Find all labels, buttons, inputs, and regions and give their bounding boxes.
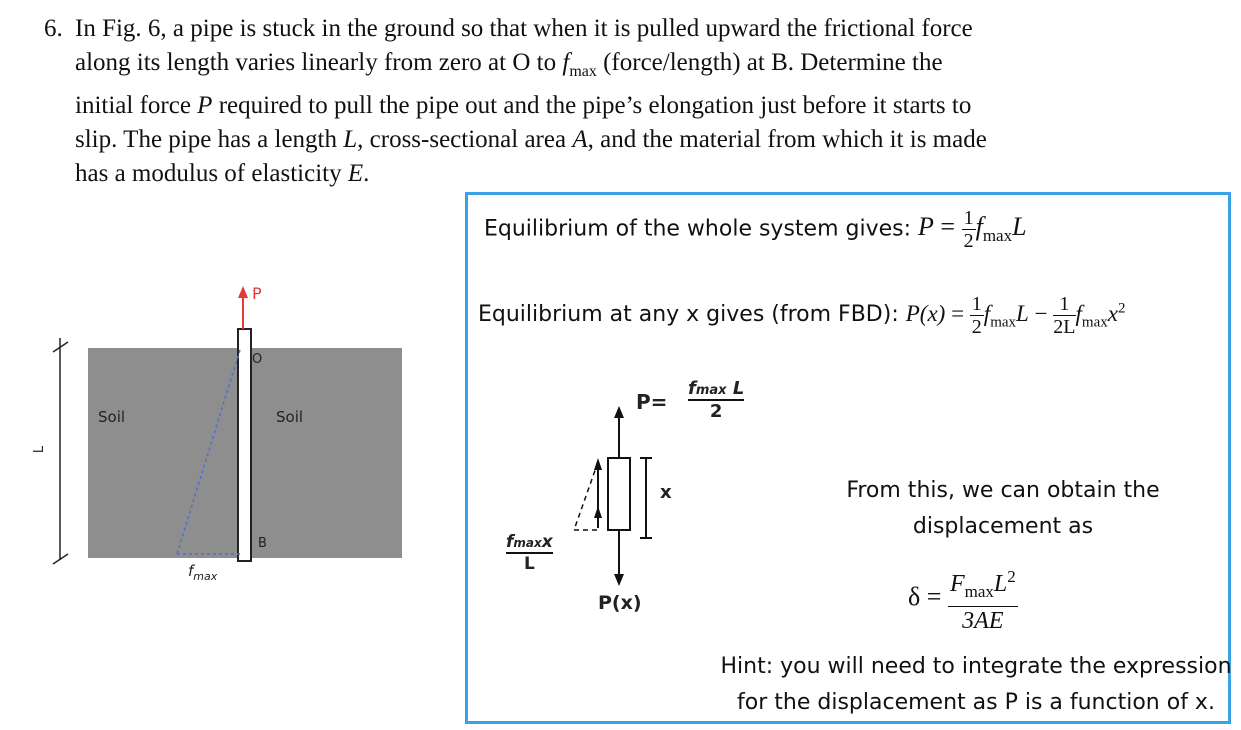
equation-any-x: Equilibrium at any x gives (from FBD): P(x) = $\frac{1}{2}$ $f_{max}L$ − $\frac{1}{2L}$ $f_{max}x^2$: [478, 293, 1126, 338]
label-L: L: [32, 445, 48, 454]
problem-line-2: along its length varies linearly from zero at O to $f_{max}$ (force/length) at B. Determine the: [75, 49, 943, 80]
free-body-diagram: [498, 370, 798, 630]
label-soil-right: Soil: [276, 408, 304, 426]
problem-statement: [44, 12, 1124, 191]
label-fmax: $f_{max}$: [188, 562, 218, 583]
hint-text: Hint: you will need to integrate the expression for the displacement as P is a function of x.: [720, 654, 1232, 715]
fbd-P-label: P=: [636, 390, 668, 414]
equation-whole-system: Equilibrium of the whole system gives: P = $\frac{1}{2}$ $f_{max}L$: [484, 207, 1027, 252]
label-soil-left: Soil: [98, 408, 126, 426]
problem-line-1: 6. In Fig. 6, a pipe is stuck in the ground so that when it is pulled upward the frictional force: [44, 12, 1124, 46]
fbd-x-label: x: [660, 482, 672, 503]
fbd-left-fraction: fmaxx L: [506, 532, 553, 574]
problem-number: 6.: [44, 15, 63, 42]
problem-line-5: has a modulus of elasticity E.: [75, 160, 370, 187]
solution-box: [465, 192, 1231, 724]
displacement-intro: From this, we can obtain the displacement as: [846, 478, 1160, 539]
label-P: P: [252, 284, 262, 303]
label-B: B: [258, 536, 267, 551]
pipe-figure: [32, 282, 420, 602]
figure-annotations: [40, 282, 420, 602]
problem-line-3: initial force P required to pull the pipe out and the pipe’s elongation just before it starts to: [75, 92, 972, 119]
label-O: O: [252, 352, 263, 367]
displacement-equation: δ = $\frac{F_{max}L^2}{3AE}$: [908, 563, 1018, 635]
problem-line-4: slip. The pipe has a length L, cross-sectional area A, and the material from which it is made: [75, 126, 987, 153]
fbd-Px-label: P(x): [598, 592, 642, 614]
fbd-P-fraction: fmax L 2: [688, 378, 745, 422]
